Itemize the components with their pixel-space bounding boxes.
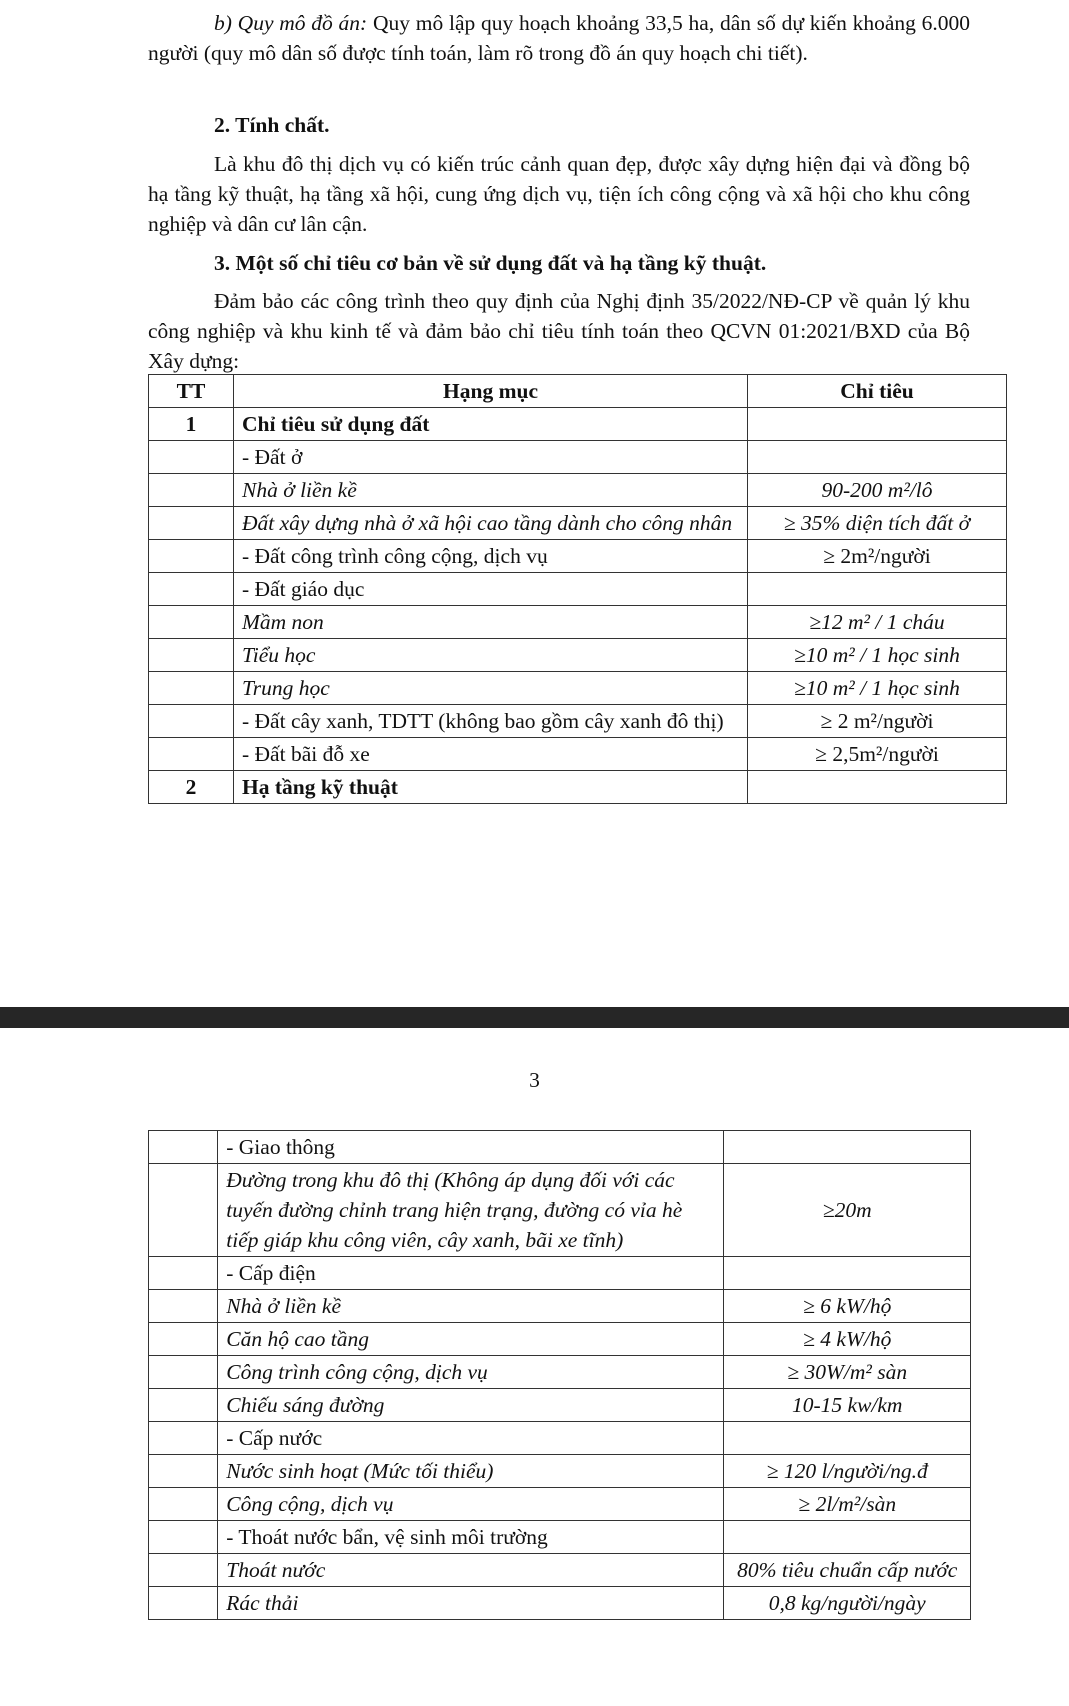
row-value-cell bbox=[748, 573, 1007, 606]
row-value-cell: ≥ 2m²/người bbox=[748, 540, 1007, 573]
page-break-bar bbox=[0, 1007, 1069, 1028]
row-number-cell bbox=[149, 1389, 218, 1422]
table-row bbox=[149, 540, 1007, 573]
row-value-cell: ≥10 m² / 1 học sinh bbox=[748, 672, 1007, 705]
row-value-cell: 90-200 m²/lô bbox=[748, 474, 1007, 507]
table-row bbox=[149, 441, 1007, 474]
scale-paragraph bbox=[148, 8, 970, 68]
row-item-cell: Nhà ở liền kề bbox=[234, 474, 748, 507]
section3-text: Đảm bảo các công trình theo quy định của Nghị định 35/2022/NĐ-CP về quản lý khu công nghiệp và khu kinh tế và đảm bảo chỉ tiêu tính toán theo QCVN 01:2021/BXD của Bộ Xây dựng: bbox=[148, 289, 970, 373]
row-number-cell bbox=[149, 441, 234, 474]
row-number-cell bbox=[149, 1131, 218, 1164]
row-number-cell bbox=[149, 1290, 218, 1323]
table-row bbox=[149, 1290, 971, 1323]
table-header-row bbox=[149, 375, 1007, 408]
section2-text: Là khu đô thị dịch vụ có kiến trúc cảnh quan đẹp, được xây dựng hiện đại và đồng bộ hạ tầng kỹ thuật, hạ tầng xã hội, cung ứng dịch vụ, tiện ích công cộng và xã hội cho khu công nghiệp và dân cư lân cận. bbox=[148, 152, 970, 236]
row-value-cell: ≥10 m² / 1 học sinh bbox=[748, 639, 1007, 672]
row-item-cell: Công cộng, dịch vụ bbox=[218, 1488, 724, 1521]
row-item-cell: Nước sinh hoạt (Mức tối thiểu) bbox=[218, 1455, 724, 1488]
scale-label: b) Quy mô đồ án: bbox=[214, 11, 368, 35]
row-number-cell bbox=[149, 507, 234, 540]
table-row bbox=[149, 573, 1007, 606]
row-number-cell bbox=[149, 573, 234, 606]
table-row bbox=[149, 507, 1007, 540]
table-row bbox=[149, 1587, 971, 1620]
table-row bbox=[149, 639, 1007, 672]
table-row bbox=[149, 1488, 971, 1521]
row-number-cell bbox=[149, 1356, 218, 1389]
row-item-cell: - Giao thông bbox=[218, 1131, 724, 1164]
row-value-cell bbox=[724, 1257, 971, 1290]
row-value-cell bbox=[748, 771, 1007, 804]
row-value-cell: ≥20m bbox=[724, 1164, 971, 1257]
row-item-cell: - Đất ở bbox=[234, 441, 748, 474]
row-item-cell: Tiểu học bbox=[234, 639, 748, 672]
row-item-cell: Chiếu sáng đường bbox=[218, 1389, 724, 1422]
table-row bbox=[149, 738, 1007, 771]
row-value-cell: 10-15 kw/km bbox=[724, 1389, 971, 1422]
header-value: Chỉ tiêu bbox=[748, 375, 1007, 408]
table-row bbox=[149, 1356, 971, 1389]
row-value-cell bbox=[748, 441, 1007, 474]
row-number-cell bbox=[149, 1554, 218, 1587]
row-item-cell: - Cấp nước bbox=[218, 1422, 724, 1455]
row-value-cell bbox=[748, 408, 1007, 441]
row-item-cell: Căn hộ cao tầng bbox=[218, 1323, 724, 1356]
row-value-cell: ≥ 2,5m²/người bbox=[748, 738, 1007, 771]
header-item: Hạng mục bbox=[234, 375, 748, 408]
row-item-cell: - Đất cây xanh, TDTT (không bao gồm cây xanh đô thị) bbox=[234, 705, 748, 738]
row-number-cell bbox=[149, 705, 234, 738]
row-number-cell bbox=[149, 1455, 218, 1488]
row-value-cell: ≥ 120 l/người/ng.đ bbox=[724, 1455, 971, 1488]
land-use-table bbox=[148, 374, 1007, 804]
row-number-cell bbox=[149, 606, 234, 639]
row-item-cell: - Cấp điện bbox=[218, 1257, 724, 1290]
table-row bbox=[149, 771, 1007, 804]
section3-paragraph bbox=[148, 286, 970, 376]
table-row bbox=[149, 474, 1007, 507]
row-item-cell: Hạ tầng kỹ thuật bbox=[234, 771, 748, 804]
row-item-cell: - Thoát nước bẩn, vệ sinh môi trường bbox=[218, 1521, 724, 1554]
row-value-cell: ≥ 6 kW/hộ bbox=[724, 1290, 971, 1323]
infrastructure-table bbox=[148, 1130, 971, 1620]
row-number-cell: 1 bbox=[149, 408, 234, 441]
row-value-cell bbox=[724, 1521, 971, 1554]
table-row bbox=[149, 1422, 971, 1455]
row-value-cell: ≥ 2 m²/người bbox=[748, 705, 1007, 738]
row-item-cell: Thoát nước bbox=[218, 1554, 724, 1587]
table-row bbox=[149, 705, 1007, 738]
header-tt: TT bbox=[149, 375, 234, 408]
row-number-cell bbox=[149, 1422, 218, 1455]
row-number-cell bbox=[149, 639, 234, 672]
row-item-cell: - Đất công trình công cộng, dịch vụ bbox=[234, 540, 748, 573]
row-item-cell: Đường trong khu đô thị (Không áp dụng đối với các tuyến đường chỉnh trang hiện trạng, đường có vỉa hè tiếp giáp khu công viên, cây xanh, bãi xe tĩnh) bbox=[218, 1164, 724, 1257]
table-row bbox=[149, 1164, 971, 1257]
row-value-cell: ≥ 4 kW/hộ bbox=[724, 1323, 971, 1356]
row-value-cell bbox=[724, 1131, 971, 1164]
row-item-cell: Đất xây dựng nhà ở xã hội cao tầng dành cho công nhân bbox=[234, 507, 748, 540]
row-number-cell bbox=[149, 1164, 218, 1257]
row-value-cell: ≥ 30W/m² sàn bbox=[724, 1356, 971, 1389]
row-value-cell: 0,8 kg/người/ngày bbox=[724, 1587, 971, 1620]
table-row bbox=[149, 1389, 971, 1422]
section3-heading: 3. Một số chỉ tiêu cơ bản về sử dụng đất và hạ tầng kỹ thuật. bbox=[214, 251, 767, 275]
section2-paragraph bbox=[148, 149, 970, 239]
row-number-cell bbox=[149, 672, 234, 705]
table-row bbox=[149, 1131, 971, 1164]
table-row bbox=[149, 672, 1007, 705]
table-row bbox=[149, 1323, 971, 1356]
scale-text: Quy mô lập quy hoạch khoảng 33,5 ha, dân số dự kiến khoảng 6.000 người (quy mô dân số được tính toán, làm rõ trong đồ án quy hoạch chi tiết). bbox=[148, 11, 970, 65]
row-item-cell: - Đất bãi đỗ xe bbox=[234, 738, 748, 771]
row-number-cell bbox=[149, 474, 234, 507]
row-item-cell: Công trình công cộng, dịch vụ bbox=[218, 1356, 724, 1389]
row-item-cell: Chỉ tiêu sử dụng đất bbox=[234, 408, 748, 441]
table-row bbox=[149, 1257, 971, 1290]
row-item-cell: Rác thải bbox=[218, 1587, 724, 1620]
row-value-cell bbox=[724, 1422, 971, 1455]
table-row bbox=[149, 606, 1007, 639]
table-row bbox=[149, 1554, 971, 1587]
row-value-cell: ≥ 2l/m²/sàn bbox=[724, 1488, 971, 1521]
row-number-cell bbox=[149, 738, 234, 771]
row-number-cell bbox=[149, 1257, 218, 1290]
row-number-cell bbox=[149, 1488, 218, 1521]
row-item-cell: - Đất giáo dục bbox=[234, 573, 748, 606]
table-row bbox=[149, 1521, 971, 1554]
row-item-cell: Trung học bbox=[234, 672, 748, 705]
row-value-cell: ≥12 m² / 1 cháu bbox=[748, 606, 1007, 639]
row-value-cell: 80% tiêu chuẩn cấp nước bbox=[724, 1554, 971, 1587]
table-row bbox=[149, 1455, 971, 1488]
row-number-cell: 2 bbox=[149, 771, 234, 804]
row-item-cell: Nhà ở liền kề bbox=[218, 1290, 724, 1323]
row-value-cell: ≥ 35% diện tích đất ở bbox=[748, 507, 1007, 540]
row-number-cell bbox=[149, 540, 234, 573]
table-row bbox=[149, 408, 1007, 441]
section2-heading: 2. Tính chất. bbox=[214, 113, 330, 137]
row-item-cell: Mầm non bbox=[234, 606, 748, 639]
row-number-cell bbox=[149, 1587, 218, 1620]
page-number: 3 bbox=[529, 1068, 540, 1092]
row-number-cell bbox=[149, 1323, 218, 1356]
row-number-cell bbox=[149, 1521, 218, 1554]
